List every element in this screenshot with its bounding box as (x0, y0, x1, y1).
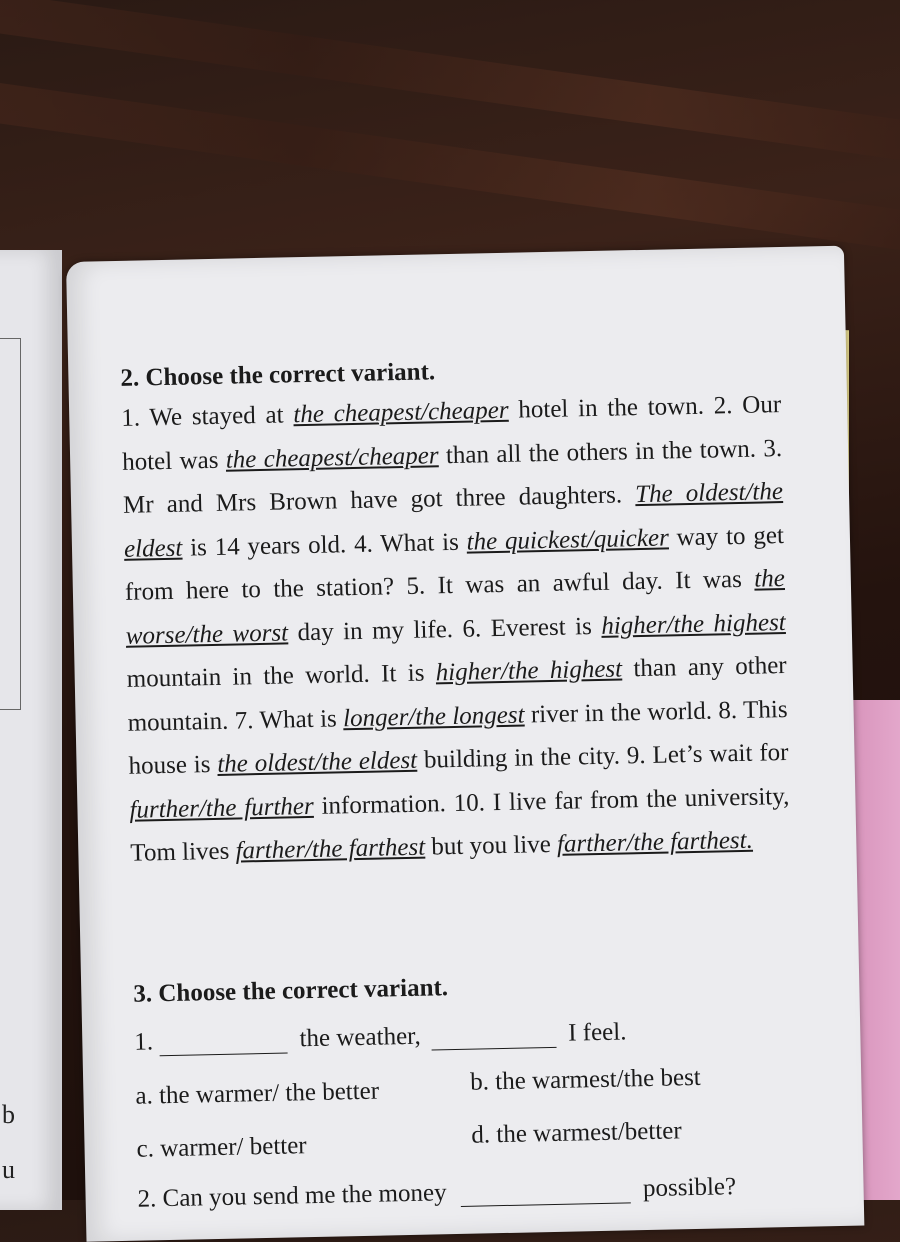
answer-blank (159, 1031, 287, 1057)
answer-choice: higher/the highest (601, 608, 786, 640)
answer-choice: the quickest/quicker (466, 523, 670, 556)
answer-choice: the oldest/the eldest (217, 746, 418, 778)
exercise-2-text (121, 383, 791, 875)
exercise-3-heading: 3. Choose the correct variant. (133, 974, 449, 1008)
question-1-end: I feel. (567, 1018, 627, 1047)
question-1 (134, 1018, 627, 1056)
answer-choice: the worse/the worst (125, 565, 786, 650)
answer-blank (461, 1180, 631, 1207)
left-page-frame (0, 338, 21, 710)
answer-choice: the cheapest/cheaper (225, 441, 439, 474)
book-page (66, 246, 864, 1242)
question-2-end: possible? (642, 1173, 737, 1203)
answer-choice: the cheapest/cheaper (293, 396, 509, 429)
exercise-text: than any other mountain. 7. What is (127, 652, 787, 737)
exercise-text: way to get from here to the station? 5. It was an awful day. It was (124, 521, 785, 606)
exercise-text: hotel in the town. 2. Our hotel was (121, 391, 782, 476)
answer-choice: higher/the highest (435, 655, 623, 687)
option-d: d. the warmest/better (471, 1117, 682, 1149)
left-page-fragment: u (2, 1155, 15, 1184)
left-page (0, 250, 62, 1210)
answer-blank (431, 1025, 556, 1051)
option-b: b. the warmest/the best (469, 1063, 701, 1096)
question-2 (137, 1173, 736, 1214)
exercise-text: day in my life. 6. Everest is (287, 612, 602, 646)
option-a: a. the warmer/ the better (135, 1077, 380, 1110)
exercise-text: 1. We stayed at (121, 401, 294, 432)
question-1-number: 1. (134, 1028, 154, 1056)
exercise-2-heading: 2. Choose the correct variant. (120, 358, 436, 392)
question-2-start: 2. Can you send me the money (137, 1179, 447, 1213)
answer-choice: longer/the longest (342, 701, 525, 732)
question-1-middle: the weather, (299, 1022, 421, 1053)
answer-choice: farther/the farthest. (556, 826, 754, 858)
left-page-fragment: b (2, 1100, 15, 1129)
option-c: c. warmer/ better (136, 1132, 307, 1163)
answer-choice: The oldest/the eldest (123, 478, 784, 563)
exercise-3 (133, 967, 793, 1213)
answer-choice: farther/the farthest (235, 833, 426, 865)
exercise-text: building in the city. 9. Let’s wait for (416, 738, 789, 774)
exercise-text: information. 10. I live far from the university, Tom lives (130, 782, 790, 867)
answer-choice: further/the further (129, 792, 314, 824)
exercise-text: but you live (424, 830, 558, 861)
exercise-text: than all the others in the town. 3. Mr and Mrs Brown have got three daughters. (122, 434, 783, 519)
exercise-text: mountain in the world. It is (126, 659, 437, 693)
exercise-2 (120, 347, 791, 875)
exercise-text: river in the world. 8. This house is (128, 695, 788, 780)
exercise-text: is 14 years old. 4. What is (182, 528, 467, 562)
